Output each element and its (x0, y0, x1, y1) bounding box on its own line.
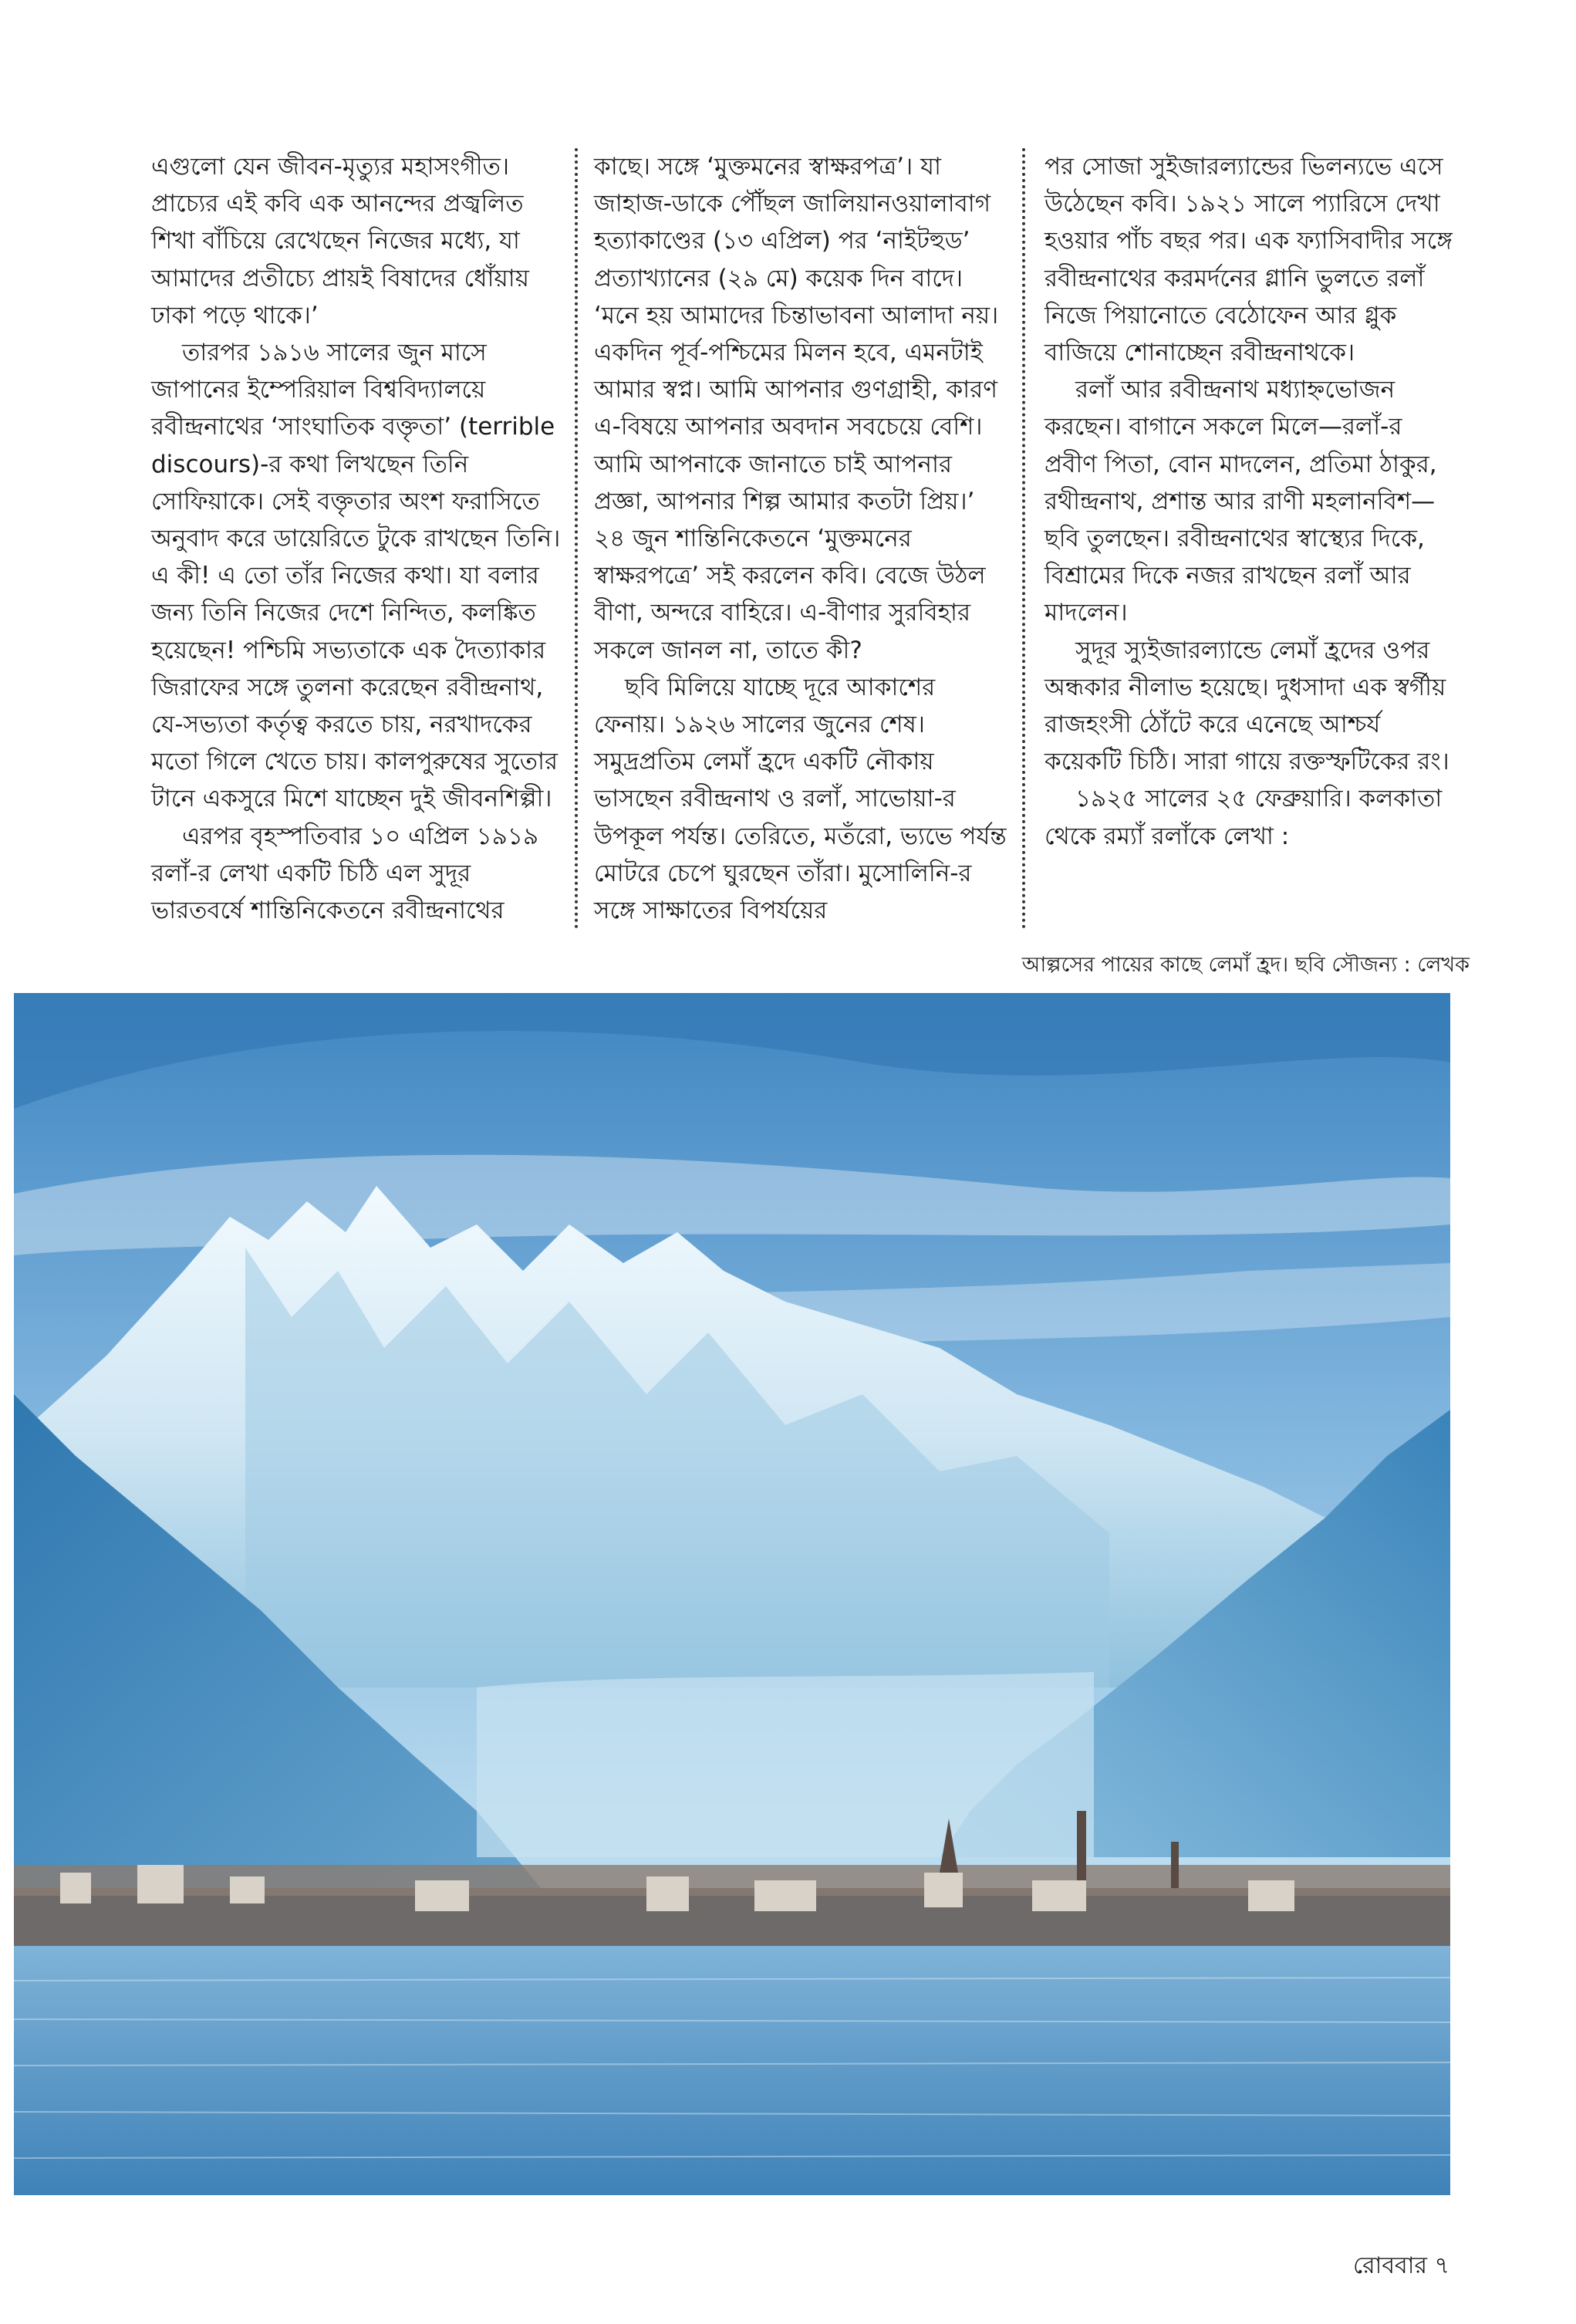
text-column-2 (594, 148, 1011, 929)
paragraph: কাছে। সঙ্গে ‘মুক্তমনের স্বাক্ষরপত্র’। যা জাহাজ-ডাকে পৌঁছল জালিয়ানওয়ালাবাগ হত্যাকাণ্ডের (১৩ এপ্রিল) পর ‘নাইটহুড’ প্রত্যাখ্যানের (২৯ মে) কয়েক দিন বাদে। ‘মনে হয় আমাদের চিন্তাভাবনা আলাদা নয়। একদিন পূর্ব-পশ্চিমের মিলন হবে, এমনটাই আমার স্বপ্ন। আমি আপনার গুণগ্রাহী, কারণ এ-বিষয়ে আপনার অবদান সবচেয়ে বেশি। আমি আপনাকে জানাতে চাই আপনার প্রজ্ঞা, আপনার শিল্প আমার কতটা প্রিয়।’ ২৪ জুন শান্তিনিকেতনে ‘মুক্তমনের স্বাক্ষরপত্রে’ সই করলেন কবি। বেজে উঠল বীণা, অন্দরে বাহিরে। এ-বীণার সুরবিহার সকলে জানল না, তাতে কী? (594, 153, 999, 664)
paragraph: ১৯২৫ সালের ২৫ ফেব্রুয়ারি। কলকাতা থেকে রম্যাঁ রলাঁকে লেখা : (1044, 785, 1443, 850)
page-folio: রোববার ৭ (1352, 2252, 1449, 2279)
paragraph: এগুলো যেন জীবন-মৃত্যুর মহাসংগীত। প্রাচ্যের এই কবি এক আনন্দের প্রজ্বলিত শিখা বাঁচিয়ে রেখেছেন নিজের মধ্যে, যা আমাদের প্রতীচ্যে প্রায়ই বিষাদের ধোঁয়ায় ঢাকা পড়ে থাকে।’ (151, 153, 529, 329)
text-column-3 (1044, 148, 1461, 855)
column-divider (575, 148, 578, 929)
paragraph: পর সোজা সুইজারল্যান্ডের ভিলন্যভে এসে উঠেছেন কবি। ১৯২১ সালে প্যারিসে দেখা হওয়ার পাঁচ বছর পর। এক ফ্যাসিবাদীর সঙ্গে রবীন্দ্রনাথের করমর্দনের গ্লানি ভুলতে রলাঁ নিজে পিয়ানোতে বেঠোফেন আর গ্লুক বাজিয়ে শোনাচ্ছেন রবীন্দ্রনাথকে। (1044, 153, 1453, 367)
paragraph: এরপর বৃহস্পতিবার ১০ এপ্রিল ১৯১৯ রলাঁ-র লেখা একটি চিঠি এল সুদূর ভারতবর্ষে শান্তিনিকেতনে রবীন্দ্রনাথের (151, 822, 539, 925)
photo-caption: আল্পসের পায়ের কাছে লেমাঁ হ্রদ। ছবি সৌজন্য : লেখক (1021, 953, 1470, 977)
paragraph: সুদূর স্যুইজারল্যান্ডে লেমাঁ হ্রদের ওপর অন্ধকার নীলাভ হয়েছে। দুধসাদা এক স্বর্গীয় রাজহংসী ঠোঁটে করে এনেছে আশ্চর্য কয়েকটি চিঠি। সারা গায়ে রক্তস্ফটিকের রং। (1044, 636, 1449, 776)
paragraph: তারপর ১৯১৬ সালের জুন মাসে জাপানের ইম্পেরিয়াল বিশ্ববিদ্যালয়ে রবীন্দ্রনাথের ‘সাংঘাতিক বক্তৃতা’ (terrible discours)-র কথা লিখছেন তিনি সোফিয়াকে। সেই বক্তৃতার অংশ ফরাসিতে অনুবাদ করে ডায়েরিতে টুকে রাখছেন তিনি। এ কী! এ তো তাঁর নিজের কথা। যা বলার জন্য তিনি নিজের দেশে নিন্দিত, কলঙ্কিত হয়েছেন! পশ্চিমি সভ্যতাকে এক দৈত্যাকার জিরাফের সঙ্গে তুলনা করেছেন রবীন্দ্রনাথ, যে-সভ্যতা কর্তৃত্ব করতে চায়, নরখাদকের মতো গিলে খেতে চায়। কালপুরুষের সুতোর টানে একসুরে মিশে যাচ্ছেন দুই জীবনশিল্পী। (151, 339, 561, 813)
paragraph: রলাঁ আর রবীন্দ্রনাথ মধ্যাহ্নভোজন করছেন। বাগানে সকলে মিলে—রলাঁ-র প্রবীণ পিতা, বোন মাদলেন, প্রতিমা ঠাকুর, রথীন্দ্রনাথ, প্রশান্ত আর রাণী মহলানবিশ—ছবি তুলছেন। রবীন্দ্রনাথের স্বাস্থ্যের দিকে, বিশ্রামের দিকে নজর রাখছেন রলাঁ আর মাদলেন। (1044, 376, 1437, 627)
column-divider (1022, 148, 1025, 929)
paragraph: ছবি মিলিয়ে যাচ্ছে দূরে আকাশের ফেনায়। ১৯২৬ সালের জুনের শেষ। সমুদ্রপ্রতিম লেমাঁ হ্রদে একটি নৌকায় ভাসছেন রবীন্দ্রনাথ ও রলাঁ, সাভোয়া-র উপকূল পর্যন্ত। তেরিতে, মতঁরো, ভ্যভে পর্যন্ত মোটরে চেপে ঘুরছেন তাঁরা। মুসোলিনি-র সঙ্গে সাক্ষাতের বিপর্যয়ের (594, 673, 1007, 925)
lake-geneva-alps-photo (14, 993, 1450, 2195)
text-column-1 (151, 148, 568, 929)
